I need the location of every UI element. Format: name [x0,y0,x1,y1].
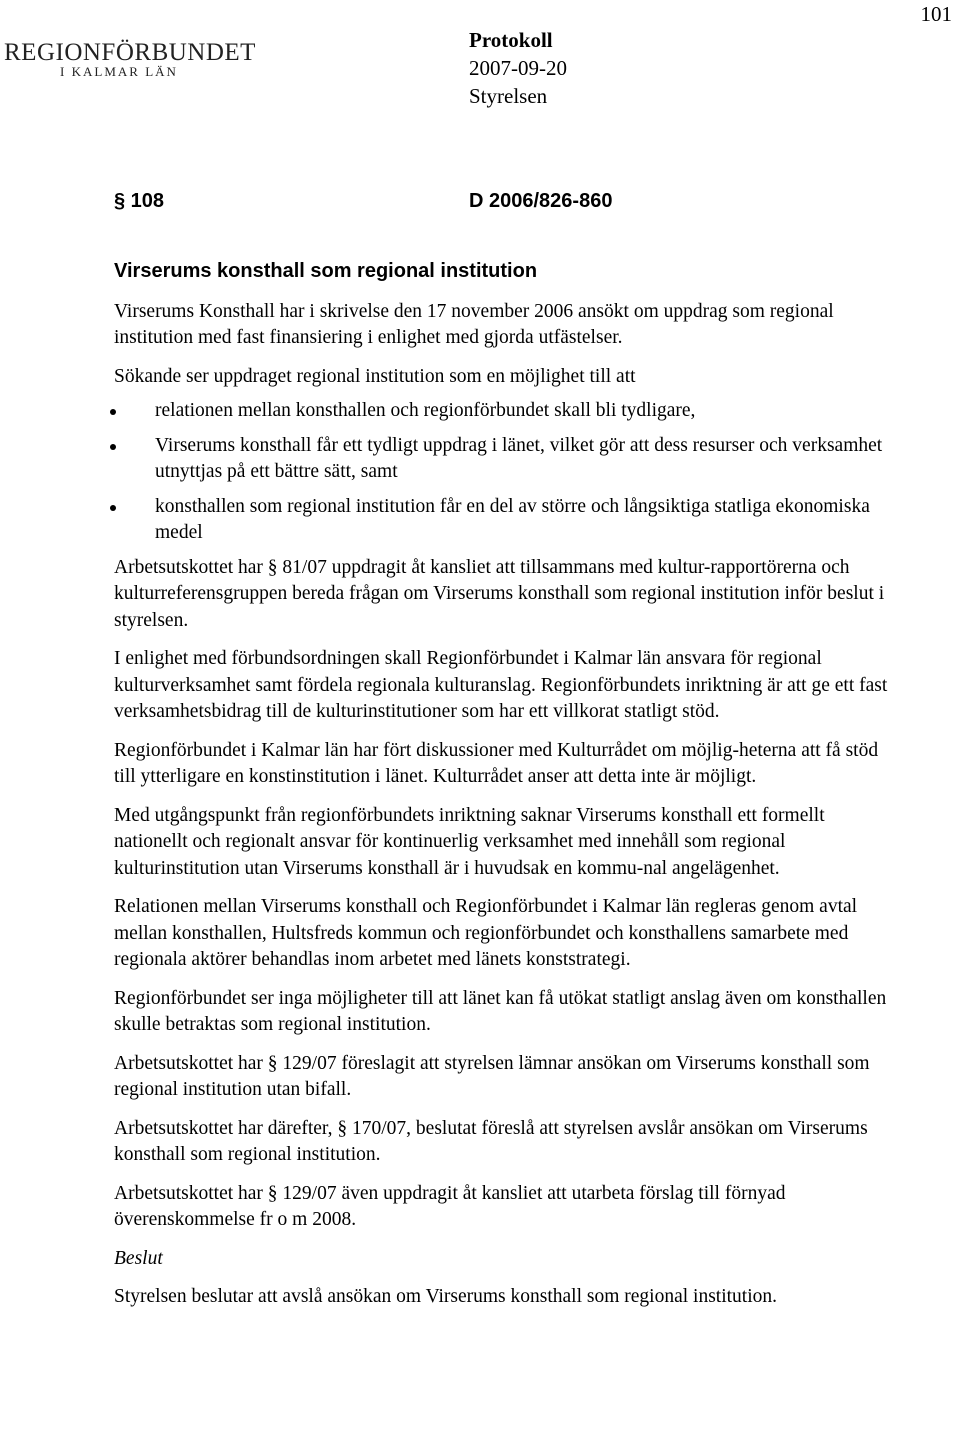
regionforbundet-logo [4,39,256,80]
paragraph: Arbetsutskottet har därefter, § 170/07, beslutat föreslå att styrelsen avslår ansökan om Virserums konsthall som regional institution. [114,1117,868,1165]
logo-subtitle: I KALMAR LÄN [60,64,178,79]
document-body: Styrelsen [469,84,548,108]
paragraph: Arbetsutskottet har § 129/07 även uppdragit åt kansliet att utarbeta förslag till förnyad överenskommelse fr o m 2008. [114,1182,786,1230]
document-header [469,26,567,110]
document-title: Protokoll [469,28,553,52]
list-item-text: konsthallen som regional institution får en del av större och långsiktiga statliga ekonomiska medel [155,495,870,543]
list-item-text: Virserums konsthall får ett tydligt uppdrag i länet, vilket gör att dess resurser och verksamhet utnyttjas på ett bättre sätt, samt [155,434,883,482]
decision-label: Beslut [114,1247,163,1269]
list-item [114,398,894,425]
section-number: § 108 [114,189,165,212]
bullet-icon [110,444,116,450]
document-date: 2007-09-20 [469,56,567,80]
paragraph: Med utgångspunkt från regionförbundets inriktning saknar Virserums konsthall ett formellt nationellt och regionalt ansvar för kontinuerlig verksamhet med innehåll som regional kulturinstitution utan Virserums konsthall är i huvudsak en kommu-nal angelägenhet. [114,804,825,879]
list-item [114,433,894,486]
bullet-icon [110,409,116,415]
paragraph: Sökande ser uppdraget regional institution som en möjlighet till att [114,365,636,387]
section-reference: D 2006/826-860 [469,189,613,212]
decision-text: Styrelsen beslutar att avslå ansökan om Virserums konsthall som regional institution. [114,1286,777,1307]
page-number: 101 [920,2,952,26]
paragraph: Virserums Konsthall har i skrivelse den 17 november 2006 ansökt om uppdrag som regional institution med fast finansiering i enlighet med gjorda utfästelser. [114,300,834,348]
section-title: Virserums konsthall som regional institution [114,260,538,282]
paragraph: Relationen mellan Virserums konsthall och Regionförbundet i Kalmar län regleras genom avtal mellan konsthallen, Hultsfreds kommun och regionförbundet och konsthallens samarbete med regionala aktörer behandlas inom arbetet med länets konststrategi. [114,896,858,970]
paragraph: Regionförbundet ser inga möjligheter till att länet kan få utökat statligt anslag även om konsthallen skulle betraktas som regional institution. [114,987,887,1035]
list-item-text: relationen mellan konsthallen och regionförbundet skall bli tydligare, [155,400,696,421]
section-header [114,186,894,216]
logo-name: REGIONFÖRBUNDET [4,39,256,66]
bullet-icon [110,505,116,511]
paragraph: Regionförbundet i Kalmar län har fört diskussioner med Kulturrådet om möjlig-heterna att få stöd till ytterligare en konstinstitution i länet. Kulturrådet anser att detta inte är möjligt. [114,739,879,787]
paragraph: Arbetsutskottet har § 129/07 föreslagit att styrelsen lämnar ansökan om Virserums konsthall som regional institution utan bifall. [114,1052,870,1100]
paragraph: Arbetsutskottet har § 81/07 uppdragit åt kansliet att tillsammans med kultur-rapportörerna och kulturreferensgruppen bereda frågan om Virserums konsthall som regional institution inför beslut i styrelsen. [114,556,885,631]
bullet-list [114,398,894,547]
document-content [114,186,894,1323]
list-item [114,494,894,547]
paragraph: I enlighet med förbundsordningen skall Regionförbundet i Kalmar län ansvara för regional kulturverksamhet samt fördela regionala kulturanslag. Regionförbundets inriktning är att ge ett fast verksamhetsbidrag till de kulturinstitutioner som har ett villkorat statligt stöd. [114,648,888,722]
